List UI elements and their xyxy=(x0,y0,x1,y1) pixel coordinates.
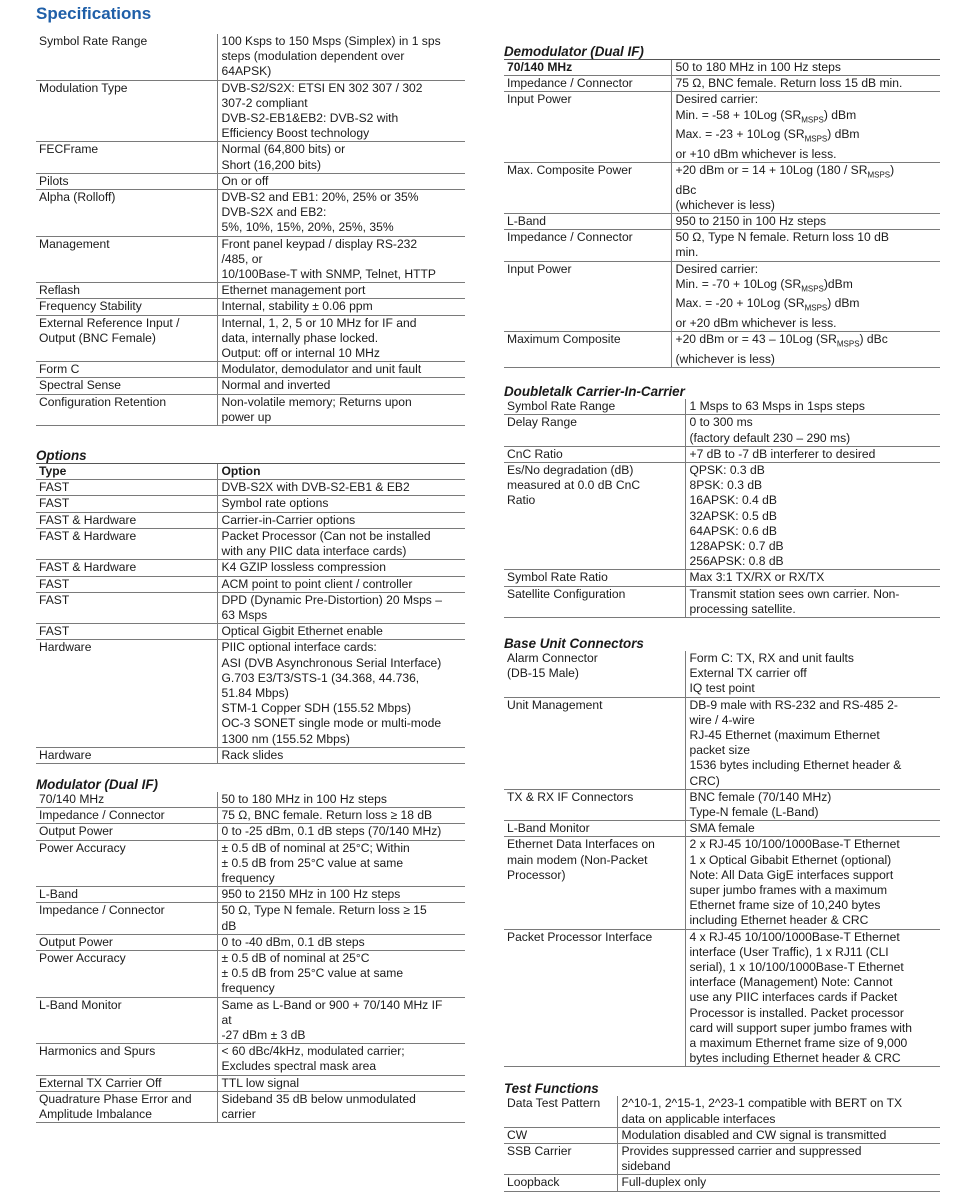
spec-label: Data Test Pattern xyxy=(504,1096,617,1127)
spec-row xyxy=(36,190,465,237)
spec-value: Desired carrier: Min. = -58 + 10Log $(SR_{MSPS})$ dBm Max. = -23 + 10Log $(SR_{MSPS})$ dBm or +10 dBm whichever is less. xyxy=(671,92,940,163)
spec-label: Packet Processor Interface xyxy=(504,929,685,1067)
section-heading: Base Unit Connectors xyxy=(504,635,644,651)
spec-label: L-Band xyxy=(36,887,217,903)
spec-section-demodulator-dual-if xyxy=(504,44,940,368)
spec-row xyxy=(36,283,465,299)
spec-label: Max. Composite Power xyxy=(504,163,671,214)
spec-value: Rack slides xyxy=(217,747,465,763)
spec-label: Es/No degradation (dB) measured at 0.0 dB CnC Ratio xyxy=(504,462,685,569)
spec-label: FAST xyxy=(36,480,217,496)
spec-label: FAST xyxy=(36,624,217,640)
spec-table xyxy=(504,1096,940,1191)
spec-value: 0 to -25 dBm, 0.1 dB steps (70/140 MHz) xyxy=(217,824,465,840)
spec-row xyxy=(36,236,465,283)
spec-value: DB-9 male with RS-232 and RS-485 2- wire / 4-wire RJ-45 Ethernet (maximum Ethernet packet size 1536 bytes including Ethernet header & CRC) xyxy=(685,697,940,789)
spec-value: Front panel keypad / display RS-232 /485, or 10/100Base-T with SNMP, Telnet, HTTP xyxy=(217,236,465,283)
spec-value: DVB-S2/S2X: ETSI EN 302 307 / 302 307-2 compliant DVB-S2-EB1&EB2: DVB-S2 with Efficiency Boost technology xyxy=(217,80,465,142)
spec-table xyxy=(504,399,940,618)
spec-label: L-Band Monitor xyxy=(504,821,685,837)
section-heading: Options xyxy=(36,448,87,464)
section-heading: Modulator (Dual IF) xyxy=(36,776,158,792)
spec-value: ± 0.5 dB of nominal at 25°C ± 0.5 dB from 25°C value at same frequency xyxy=(217,950,465,997)
spec-section-general xyxy=(36,34,465,426)
spec-row xyxy=(36,592,465,623)
spec-value: 0 to -40 dBm, 0.1 dB steps xyxy=(217,934,465,950)
spec-label: Input Power xyxy=(504,261,671,332)
spec-value: Desired carrier: Min. = -70 + 10Log $(SR_{MSPS})dBm$ Max. = -20 + 10Log $(SR_{MSPS})$ dBm or +20 dBm whichever is less. xyxy=(671,261,940,332)
spec-label: Alpha (Rolloff) xyxy=(36,190,217,237)
section-heading: Test Functions xyxy=(504,1081,599,1097)
spec-row xyxy=(36,480,465,496)
spec-row xyxy=(504,92,940,163)
spec-row xyxy=(36,394,465,425)
spec-label: FAST & Hardware xyxy=(36,560,217,576)
spec-label: Symbol Rate Range xyxy=(36,34,217,80)
spec-value: SMA female xyxy=(685,821,940,837)
spec-row xyxy=(36,887,465,903)
spec-row xyxy=(504,837,940,929)
spec-section-modulator-dual-if xyxy=(36,777,465,1123)
spec-label: FAST & Hardware xyxy=(36,512,217,528)
spec-row xyxy=(36,840,465,887)
spec-row xyxy=(36,378,465,394)
spec-label: Quadrature Phase Error and Amplitude Imbalance xyxy=(36,1091,217,1122)
spec-row xyxy=(36,512,465,528)
left-column xyxy=(36,34,465,1123)
spec-value: +20 dBm or = 14 + 10Log $(180 / SR_{MSPS})$ dBc (whichever is less) xyxy=(671,163,940,214)
spec-label: Impedance / Connector xyxy=(36,808,217,824)
spec-label: Power Accuracy xyxy=(36,840,217,887)
spec-row xyxy=(504,399,940,415)
spec-row xyxy=(36,903,465,934)
spec-row xyxy=(36,528,465,559)
spec-value: Normal (64,800 bits) or Short (16,200 bits) xyxy=(217,142,465,173)
spec-label: FAST xyxy=(36,576,217,592)
spec-label: Symbol Rate Range xyxy=(504,399,685,415)
spec-label: 70/140 MHz xyxy=(36,792,217,808)
spec-row xyxy=(504,789,940,820)
spec-label: Satellite Configuration xyxy=(504,586,685,617)
header-cell-type: Type xyxy=(36,464,217,480)
spec-label: Output Power xyxy=(36,824,217,840)
spec-row xyxy=(36,808,465,824)
spec-row xyxy=(36,34,465,80)
spec-value: Carrier-in-Carrier options xyxy=(217,512,465,528)
spec-section-doubletalk-carrier-in-carrier xyxy=(504,384,940,618)
spec-label: Hardware xyxy=(36,747,217,763)
spec-label: Impedance / Connector xyxy=(504,230,671,261)
header-cell-value: 50 to 180 MHz in 100 Hz steps xyxy=(671,60,940,76)
spec-value: Form C: TX, RX and unit faults External TX carrier off IQ test point xyxy=(685,651,940,697)
spec-value: Internal, stability ± 0.06 ppm xyxy=(217,299,465,315)
spec-table xyxy=(504,59,940,368)
header-cell-value: Option xyxy=(217,464,465,480)
spec-row xyxy=(504,446,940,462)
spec-row xyxy=(504,697,940,789)
spec-label: Management xyxy=(36,236,217,283)
spec-value: 75 Ω, BNC female. Return loss ≥ 18 dB xyxy=(217,808,465,824)
table-header-row xyxy=(36,464,465,480)
spec-label: Form C xyxy=(36,362,217,378)
spec-label: Hardware xyxy=(36,640,217,747)
spec-value: DVB-S2X with DVB-S2-EB1 & EB2 xyxy=(217,480,465,496)
spec-label: Spectral Sense xyxy=(36,378,217,394)
spec-label: Delay Range xyxy=(504,415,685,446)
spec-value: 100 Ksps to 150 Msps (Simplex) in 1 sps steps (modulation dependent over 64APSK) xyxy=(217,34,465,80)
section-heading: Demodulator (Dual IF) xyxy=(504,44,644,59)
spec-value: Modulation disabled and CW signal is transmitted xyxy=(617,1127,940,1143)
spec-label: Impedance / Connector xyxy=(36,903,217,934)
spec-section-base-unit-connectors xyxy=(504,636,940,1067)
spec-row xyxy=(36,560,465,576)
spec-value: 1 Msps to 63 Msps in 1sps steps xyxy=(685,399,940,415)
spec-value: Optical Gigbit Ethernet enable xyxy=(217,624,465,640)
spec-row xyxy=(504,332,940,368)
spec-label: FAST xyxy=(36,592,217,623)
spec-value: Provides suppressed carrier and suppressed sideband xyxy=(617,1144,940,1175)
spec-label: Pilots xyxy=(36,173,217,189)
spec-value: DPD (Dynamic Pre-Distortion) 20 Msps – 63 Msps xyxy=(217,592,465,623)
spec-row xyxy=(36,1075,465,1091)
spec-label: Symbol Rate Ratio xyxy=(504,570,685,586)
spec-value: DVB-S2 and EB1: 20%, 25% or 35% DVB-S2X and EB2: 5%, 10%, 15%, 20%, 25%, 35% xyxy=(217,190,465,237)
spec-value: ACM point to point client / controller xyxy=(217,576,465,592)
spec-value: 950 to 2150 in 100 Hz steps xyxy=(671,214,940,230)
spec-value: Internal, 1, 2, 5 or 10 MHz for IF and data, internally phase locked. Output: off or internal 10 MHz xyxy=(217,315,465,362)
spec-value: 50 Ω, Type N female. Return loss 10 dB min. xyxy=(671,230,940,261)
spec-label: CnC Ratio xyxy=(504,446,685,462)
spec-value: 2^10-1, 2^15-1, 2^23-1 compatible with BERT on TX data on applicable interfaces xyxy=(617,1096,940,1127)
right-column xyxy=(504,34,940,1192)
header-cell-type: 70/140 MHz xyxy=(504,60,671,76)
spec-label: L-Band Monitor xyxy=(36,997,217,1044)
spec-table xyxy=(504,651,940,1067)
spec-value: 4 x RJ-45 10/100/1000Base-T Ethernet interface (User Traffic), 1 x RJ11 (CLI serial), 1 x 10/100/1000Base-T Ethernet interface (Management) Note: Cannot use any PIIC interfaces cards if Packet Processor is installed. Packet processor card will support super jumbo frames with a maximum Ethernet frame size of 9,000 bytes including Ethernet header & CRC xyxy=(685,929,940,1067)
spec-row xyxy=(504,462,940,569)
spec-row xyxy=(36,173,465,189)
spec-label: L-Band xyxy=(504,214,671,230)
spec-label: Loopback xyxy=(504,1175,617,1191)
spec-row xyxy=(36,142,465,173)
spec-value: 75 Ω, BNC female. Return loss 15 dB min. xyxy=(671,76,940,92)
spec-row xyxy=(504,821,940,837)
spec-value: +20 dBm or = 43 – 10Log $(SR_{MSPS})$ dBc (whichever is less) xyxy=(671,332,940,368)
spec-row xyxy=(504,1144,940,1175)
spec-row xyxy=(504,261,940,332)
spec-value: Symbol rate options xyxy=(217,496,465,512)
spec-value: 2 x RJ-45 10/100/1000Base-T Ethernet 1 x Optical Gibabit Ethernet (optional) Note: All Data GigE interfaces support super jumbo frames with a maximum Ethernet frame size of 10,240 bytes including Ethernet header & CRC xyxy=(685,837,940,929)
spec-row xyxy=(504,929,940,1067)
spec-value: Modulator, demodulator and unit fault xyxy=(217,362,465,378)
spec-value: ± 0.5 dB of nominal at 25°C; Within ± 0.5 dB from 25°C value at same frequency xyxy=(217,840,465,887)
spec-table xyxy=(36,792,465,1123)
spec-value: Max 3:1 TX/RX or RX/TX xyxy=(685,570,940,586)
spec-label: Input Power xyxy=(504,92,671,163)
spec-value: 950 to 2150 MHz in 100 Hz steps xyxy=(217,887,465,903)
spec-row xyxy=(36,747,465,763)
spec-row xyxy=(36,299,465,315)
spec-row xyxy=(504,214,940,230)
spec-row xyxy=(36,934,465,950)
spec-value: 0 to 300 ms (factory default 230 – 290 ms) xyxy=(685,415,940,446)
spec-value: On or off xyxy=(217,173,465,189)
spec-row xyxy=(36,80,465,142)
spec-row xyxy=(504,230,940,261)
spec-label: Harmonics and Spurs xyxy=(36,1044,217,1075)
spec-label: Impedance / Connector xyxy=(504,76,671,92)
spec-row xyxy=(504,651,940,697)
spec-value: +7 dB to -7 dB interferer to desired xyxy=(685,446,940,462)
spec-table xyxy=(36,34,465,426)
spec-row xyxy=(36,496,465,512)
spec-row xyxy=(36,624,465,640)
spec-value: 50 to 180 MHz in 100 Hz steps xyxy=(217,792,465,808)
spec-value: Packet Processor (Can not be installed with any PIIC data interface cards) xyxy=(217,528,465,559)
spec-row xyxy=(36,950,465,997)
spec-row xyxy=(36,576,465,592)
spec-row xyxy=(36,1091,465,1122)
spec-label: Alarm Connector (DB-15 Male) xyxy=(504,651,685,697)
spec-label: Configuration Retention xyxy=(36,394,217,425)
spec-label: Output Power xyxy=(36,934,217,950)
spec-value: BNC female (70/140 MHz) Type-N female (L-Band) xyxy=(685,789,940,820)
spec-value: TTL low signal xyxy=(217,1075,465,1091)
spec-row xyxy=(36,315,465,362)
spec-label: Frequency Stability xyxy=(36,299,217,315)
spec-label: Power Accuracy xyxy=(36,950,217,997)
spec-value: QPSK: 0.3 dB 8PSK: 0.3 dB 16APSK: 0.4 dB 32APSK: 0.5 dB 64APSK: 0.6 dB 128APSK: 0.7 dB 256APSK: 0.8 dB xyxy=(685,462,940,569)
section-heading: Doubletalk Carrier-In-Carrier xyxy=(504,384,685,400)
spec-label: External TX Carrier Off xyxy=(36,1075,217,1091)
spec-label: FECFrame xyxy=(36,142,217,173)
spec-section-options xyxy=(36,448,465,764)
spec-value: Normal and inverted xyxy=(217,378,465,394)
spec-table xyxy=(36,463,465,764)
spec-value: Full-duplex only xyxy=(617,1175,940,1191)
spec-row xyxy=(504,76,940,92)
spec-value: Transmit station sees own carrier. Non- processing satellite. xyxy=(685,586,940,617)
spec-value: < 60 dBc/4kHz, modulated carrier; Excludes spectral mask area xyxy=(217,1044,465,1075)
spec-row xyxy=(36,997,465,1044)
spec-row xyxy=(36,824,465,840)
spec-row xyxy=(36,640,465,747)
spec-value: PIIC optional interface cards: ASI (DVB Asynchronous Serial Interface) G.703 E3/T3/STS-1 (34.368, 44.736, 51.84 Mbps) STM-1 Copper SDH (155.52 Mbps) OC-3 SONET single mode or multi-mode 1300 nm (155.52 Mbps) xyxy=(217,640,465,747)
spec-row xyxy=(504,1127,940,1143)
spec-label: CW xyxy=(504,1127,617,1143)
spec-label: Ethernet Data Interfaces on main modem (Non-Packet Processor) xyxy=(504,837,685,929)
spec-label: Maximum Composite xyxy=(504,332,671,368)
spec-row xyxy=(504,570,940,586)
spec-row xyxy=(504,1096,940,1127)
spec-row xyxy=(36,792,465,808)
spec-value: K4 GZIP lossless compression xyxy=(217,560,465,576)
spec-value: Ethernet management port xyxy=(217,283,465,299)
spec-row xyxy=(36,1044,465,1075)
spec-value: Sideband 35 dB below unmodulated carrier xyxy=(217,1091,465,1122)
spec-label: Modulation Type xyxy=(36,80,217,142)
spec-label: Unit Management xyxy=(504,697,685,789)
spec-label: External Reference Input / Output (BNC Female) xyxy=(36,315,217,362)
spec-label: FAST xyxy=(36,496,217,512)
spec-label: FAST & Hardware xyxy=(36,528,217,559)
spec-section-test-functions xyxy=(504,1081,940,1191)
spec-value: Same as L-Band or 900 + 70/140 MHz IF at -27 dBm ± 3 dB xyxy=(217,997,465,1044)
spec-value: 50 Ω, Type N female. Return loss ≥ 15 dB xyxy=(217,903,465,934)
spec-row xyxy=(504,163,940,214)
spec-row xyxy=(36,362,465,378)
spec-value: Non-volatile memory; Returns upon power up xyxy=(217,394,465,425)
spec-row xyxy=(504,1175,940,1191)
page-title: Specifications xyxy=(36,4,152,23)
spec-label: Reflash xyxy=(36,283,217,299)
spec-row xyxy=(504,586,940,617)
spec-row xyxy=(504,415,940,446)
table-header-row xyxy=(504,60,940,76)
spec-label: SSB Carrier xyxy=(504,1144,617,1175)
spec-label: TX & RX IF Connectors xyxy=(504,789,685,820)
